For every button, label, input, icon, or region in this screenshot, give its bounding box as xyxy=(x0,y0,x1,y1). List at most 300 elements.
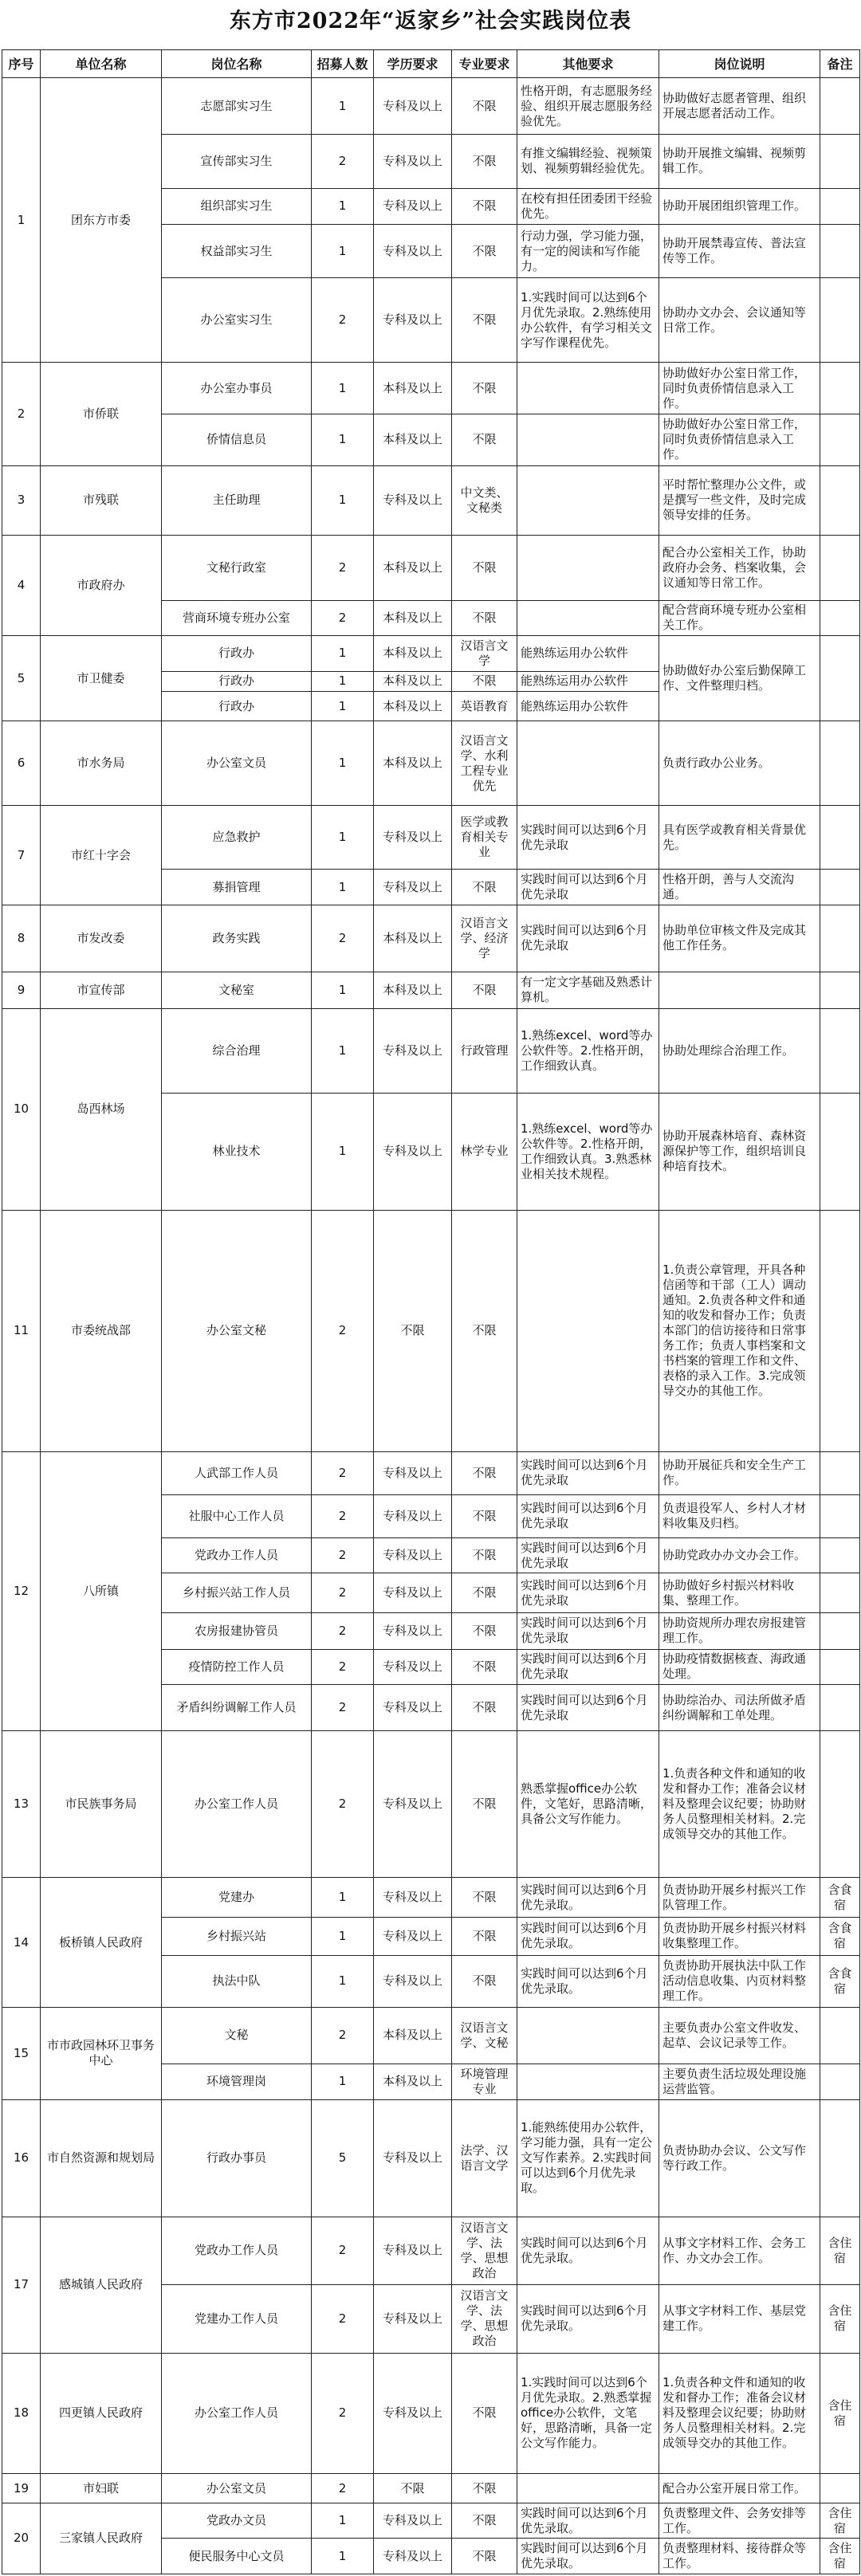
other-requirement xyxy=(517,535,659,600)
major-requirement: 不限 xyxy=(452,1573,517,1613)
education-requirement: 专科及以上 xyxy=(374,2285,452,2353)
recruit-count: 2 xyxy=(312,1210,374,1451)
education-requirement: 专科及以上 xyxy=(374,224,452,277)
post-name: 农房报建协管员 xyxy=(162,1613,312,1649)
recruit-count: 1 xyxy=(312,972,374,1008)
post-name: 办公室工作人员 xyxy=(162,1731,312,1878)
post-description: 从事文字材料工作、基层党建工作。 xyxy=(659,2285,820,2353)
major-requirement: 不限 xyxy=(452,671,517,692)
recruit-count: 1 xyxy=(312,1955,374,2007)
major-requirement: 不限 xyxy=(452,2539,517,2574)
post-name: 志愿部实习生 xyxy=(162,78,312,135)
recruit-count: 1 xyxy=(312,2064,374,2099)
major-requirement: 不限 xyxy=(452,224,517,277)
post-name: 文秘 xyxy=(162,2007,312,2064)
education-requirement: 专科及以上 xyxy=(374,1573,452,1613)
unit-name: 市市政园林环卫事务中心 xyxy=(41,2007,162,2099)
post-description: 负责协助开展乡村振兴工作队管理工作。 xyxy=(659,1878,820,1918)
table-row xyxy=(2,465,860,535)
unit-name: 市妇联 xyxy=(41,2474,162,2503)
row-number: 16 xyxy=(2,2099,41,2217)
recruit-count: 1 xyxy=(312,1008,374,1093)
major-requirement: 不限 xyxy=(452,1210,517,1451)
unit-name: 市红十字会 xyxy=(41,806,162,905)
post-description: 协助疫情数据核查、海政通处理。 xyxy=(659,1649,820,1684)
recruit-count: 1 xyxy=(312,465,374,535)
row-number: 5 xyxy=(2,636,41,721)
post-description: 主要负责生活垃圾处理设施运营监管。 xyxy=(659,2064,820,2099)
recruit-count: 2 xyxy=(312,278,374,363)
row-number: 7 xyxy=(2,806,41,905)
header-count: 招募人数 xyxy=(312,50,374,78)
recruit-count: 2 xyxy=(312,1451,374,1494)
recruit-count: 1 xyxy=(312,2503,374,2538)
row-number: 1 xyxy=(2,78,41,363)
note: 含住宿 xyxy=(820,2539,860,2574)
note xyxy=(820,414,860,466)
education-requirement: 专科及以上 xyxy=(374,2099,452,2217)
major-requirement: 环境管理专业 xyxy=(452,2064,517,2099)
education-requirement: 专科及以上 xyxy=(374,1008,452,1093)
major-requirement: 不限 xyxy=(452,1955,517,2007)
major-requirement: 不限 xyxy=(452,78,517,135)
recruit-count: 1 xyxy=(312,870,374,905)
education-requirement: 专科及以上 xyxy=(374,1613,452,1649)
unit-name: 四更镇人民政府 xyxy=(41,2353,162,2474)
major-requirement: 不限 xyxy=(452,2474,517,2503)
recruit-count: 1 xyxy=(312,692,374,721)
major-requirement: 不限 xyxy=(452,1685,517,1731)
row-number: 10 xyxy=(2,1008,41,1210)
other-requirement xyxy=(517,465,659,535)
post-name: 社服中心工作人员 xyxy=(162,1494,312,1537)
header-post: 岗位名称 xyxy=(162,50,312,78)
unit-name: 团东方市委 xyxy=(41,78,162,363)
row-number: 15 xyxy=(2,2007,41,2099)
header-other: 其他要求 xyxy=(517,50,659,78)
education-requirement: 专科及以上 xyxy=(374,465,452,535)
post-name: 乡村振兴站 xyxy=(162,1918,312,1956)
post-name: 办公室办事员 xyxy=(162,363,312,414)
major-requirement: 不限 xyxy=(452,870,517,905)
post-description: 协助开展征兵和安全生产工作。 xyxy=(659,1451,820,1494)
header-note: 备注 xyxy=(820,50,860,78)
post-name: 便民服务中心文员 xyxy=(162,2539,312,2574)
note xyxy=(820,600,860,635)
note: 含食宿 xyxy=(820,1918,860,1956)
post-name: 乡村振兴站工作人员 xyxy=(162,1573,312,1613)
post-name: 办公室文员 xyxy=(162,721,312,806)
unit-name: 市侨联 xyxy=(41,363,162,466)
education-requirement: 专科及以上 xyxy=(374,135,452,188)
major-requirement: 汉语言文学、法学、思想政治 xyxy=(452,2217,517,2284)
education-requirement: 专科及以上 xyxy=(374,1685,452,1731)
recruit-count: 2 xyxy=(312,1573,374,1613)
row-number: 4 xyxy=(2,535,41,636)
education-requirement: 不限 xyxy=(374,1210,452,1451)
other-requirement: 实践时间可以达到6个月优先录取 xyxy=(517,1573,659,1613)
post-description: 协助做好办公室日常工作，同时负责侨情信息录入工作。 xyxy=(659,363,820,414)
other-requirement: 实践时间可以达到6个月优先录取。 xyxy=(517,1878,659,1918)
unit-name: 市自然资源和规划局 xyxy=(41,2099,162,2217)
note xyxy=(820,1008,860,1093)
post-name: 疫情防控工作人员 xyxy=(162,1649,312,1684)
table-row xyxy=(2,1210,860,1451)
note xyxy=(820,224,860,277)
other-requirement: 实践时间可以达到6个月优先录取。 xyxy=(517,1918,659,1956)
header-major: 专业要求 xyxy=(452,50,517,78)
education-requirement: 专科及以上 xyxy=(374,1494,452,1537)
unit-name: 市残联 xyxy=(41,465,162,535)
education-requirement: 专科及以上 xyxy=(374,1731,452,1878)
post-description: 主要负责办公室文件收发、起草、会议记录等工作。 xyxy=(659,2007,820,2064)
recruit-count: 1 xyxy=(312,224,374,277)
post-description: 具有医学或教育相关背景优先。 xyxy=(659,806,820,870)
other-requirement: 实践时间可以达到6个月优先录取。 xyxy=(517,2285,659,2353)
post-name: 党政办文员 xyxy=(162,2503,312,2538)
education-requirement: 专科及以上 xyxy=(374,278,452,363)
post-description: 配合营商环境专班办公室相关工作。 xyxy=(659,600,820,635)
recruit-count: 2 xyxy=(312,2217,374,2284)
major-requirement: 不限 xyxy=(452,972,517,1008)
note xyxy=(820,2474,860,2503)
post-name: 募捐管理 xyxy=(162,870,312,905)
recruit-count: 1 xyxy=(312,1918,374,1956)
education-requirement: 专科及以上 xyxy=(374,1918,452,1956)
other-requirement xyxy=(517,414,659,466)
other-requirement: 行动力强，学习能力强，有一定的阅读和写作能力。 xyxy=(517,224,659,277)
post-description: 1.负责各种文件和通知的收发和督办工作；准备会议材料及整理会议纪要；协助财务人员整理相关材料。2.完成领导交办的其他工作。 xyxy=(659,2353,820,2474)
education-requirement: 专科及以上 xyxy=(374,188,452,224)
note xyxy=(820,721,860,806)
other-requirement: 实践时间可以达到6个月优先录取。 xyxy=(517,1955,659,2007)
post-name: 政务实践 xyxy=(162,905,312,972)
note xyxy=(820,905,860,972)
other-requirement: 实践时间可以达到6个月优先录取 xyxy=(517,1538,659,1573)
education-requirement: 本科及以上 xyxy=(374,363,452,414)
post-name: 主任助理 xyxy=(162,465,312,535)
other-requirement: 1.实践时间可以达到6个月优先录取。2.熟悉掌握office办公软件，文笔好，思路清晰，具备一定公文写作能力。 xyxy=(517,2353,659,2474)
note xyxy=(820,1210,860,1451)
row-number: 8 xyxy=(2,905,41,972)
table-row xyxy=(2,721,860,806)
post-description: 协助开展推文编辑、视频剪辑工作。 xyxy=(659,135,820,188)
major-requirement: 不限 xyxy=(452,535,517,600)
post-description: 协助开展森林培育、森林资源保护等工作，组织培训良种培育技术。 xyxy=(659,1093,820,1210)
note xyxy=(820,1494,860,1537)
post-description: 负责协助开展乡村振兴材料收集整理工作。 xyxy=(659,1918,820,1956)
major-requirement: 不限 xyxy=(452,2503,517,2538)
post-description: 负责整理文件、会务安排等工作。 xyxy=(659,2503,820,2538)
note: 含住宿 xyxy=(820,2285,860,2353)
education-requirement: 本科及以上 xyxy=(374,721,452,806)
header-description: 岗位说明 xyxy=(659,50,820,78)
note xyxy=(820,2007,860,2064)
note xyxy=(820,2064,860,2099)
major-requirement: 不限 xyxy=(452,600,517,635)
note xyxy=(820,870,860,905)
post-description: 协助单位审核文件及完成其他工作任务。 xyxy=(659,905,820,972)
table-row xyxy=(2,806,860,870)
post-description: 协助综治办、司法所做矛盾纠纷调解和工单处理。 xyxy=(659,1685,820,1731)
other-requirement: 能熟练运用办公软件 xyxy=(517,671,659,692)
education-requirement: 专科及以上 xyxy=(374,1649,452,1684)
major-requirement: 不限 xyxy=(452,1731,517,1878)
major-requirement: 汉语言文学、水利工程专业优先 xyxy=(452,721,517,806)
other-requirement xyxy=(517,2474,659,2503)
major-requirement: 英语教育 xyxy=(452,692,517,721)
note xyxy=(820,1649,860,1684)
note xyxy=(820,465,860,535)
table-row xyxy=(2,2217,860,2284)
recruit-count: 1 xyxy=(312,806,374,870)
unit-name: 市宣传部 xyxy=(41,972,162,1008)
other-requirement: 性格开朗，有志愿服务经验、组织开展志愿服务经验优先。 xyxy=(517,78,659,135)
education-requirement: 本科及以上 xyxy=(374,972,452,1008)
other-requirement: 熟悉掌握office办公软件，文笔好，思路清晰，具备公文写作能力。 xyxy=(517,1731,659,1878)
note xyxy=(820,1731,860,1878)
post-name: 办公室文员 xyxy=(162,2474,312,2503)
unit-name: 岛西林场 xyxy=(41,1008,162,1210)
row-number: 12 xyxy=(2,1451,41,1731)
recruit-count: 1 xyxy=(312,721,374,806)
education-requirement: 专科及以上 xyxy=(374,2539,452,2574)
education-requirement: 本科及以上 xyxy=(374,2064,452,2099)
unit-name: 市水务局 xyxy=(41,721,162,806)
major-requirement: 不限 xyxy=(452,1538,517,1573)
table-header-row xyxy=(2,50,860,78)
row-number: 13 xyxy=(2,1731,41,1878)
note xyxy=(820,972,860,1008)
note xyxy=(820,1573,860,1613)
other-requirement: 1.熟练excel、word等办公软件等。2.性格开朗，工作细致认真。 xyxy=(517,1008,659,1093)
education-requirement: 专科及以上 xyxy=(374,1451,452,1494)
note xyxy=(820,1093,860,1210)
note xyxy=(820,2099,860,2217)
row-number: 19 xyxy=(2,2474,41,2503)
other-requirement: 实践时间可以达到6个月优先录取 xyxy=(517,905,659,972)
row-number: 18 xyxy=(2,2353,41,2474)
education-requirement: 本科及以上 xyxy=(374,414,452,466)
other-requirement: 实践时间可以达到6个月优先录取。 xyxy=(517,2539,659,2574)
major-requirement: 不限 xyxy=(452,278,517,363)
education-requirement: 专科及以上 xyxy=(374,2353,452,2474)
education-requirement: 专科及以上 xyxy=(374,806,452,870)
unit-name: 市发改委 xyxy=(41,905,162,972)
post-description xyxy=(659,972,820,1008)
post-name: 宣传部实习生 xyxy=(162,135,312,188)
row-number: 17 xyxy=(2,2217,41,2353)
major-requirement: 不限 xyxy=(452,1613,517,1649)
unit-name: 市委统战部 xyxy=(41,1210,162,1451)
post-description: 从事文字材料工作、会务工作、办文办会工作。 xyxy=(659,2217,820,2284)
post-name: 行政办事员 xyxy=(162,2099,312,2217)
recruit-count: 2 xyxy=(312,2007,374,2064)
major-requirement: 林学专业 xyxy=(452,1093,517,1210)
other-requirement: 实践时间可以达到6个月优先录取。 xyxy=(517,2217,659,2284)
post-name: 党政办工作人员 xyxy=(162,2217,312,2284)
post-name: 文秘行政室 xyxy=(162,535,312,600)
table-row xyxy=(2,2099,860,2217)
note xyxy=(820,278,860,363)
major-requirement: 汉语言文学、文秘 xyxy=(452,2007,517,2064)
note: 含食宿 xyxy=(820,1955,860,2007)
note xyxy=(820,1685,860,1731)
note xyxy=(820,188,860,224)
post-description: 协助做好志愿者管理、组织开展志愿者活动工作。 xyxy=(659,78,820,135)
recruit-count: 2 xyxy=(312,1649,374,1684)
other-requirement: 实践时间可以达到6个月优先录取 xyxy=(517,1649,659,1684)
table-row xyxy=(2,2353,860,2474)
note xyxy=(820,78,860,135)
recruit-count: 2 xyxy=(312,2285,374,2353)
other-requirement: 能熟练运用办公软件 xyxy=(517,692,659,721)
post-name: 人武部工作人员 xyxy=(162,1451,312,1494)
major-requirement: 不限 xyxy=(452,1878,517,1918)
education-requirement: 本科及以上 xyxy=(374,692,452,721)
unit-name: 八所镇 xyxy=(41,1451,162,1731)
other-requirement xyxy=(517,1210,659,1451)
table-row xyxy=(2,2503,860,2538)
other-requirement: 1.实践时间可以达到6个月优先录取。2.熟练使用办公软件，有学习相关文字写作课程优先。 xyxy=(517,278,659,363)
major-requirement: 行政管理 xyxy=(452,1008,517,1093)
recruit-count: 2 xyxy=(312,2353,374,2474)
row-number: 14 xyxy=(2,1878,41,2007)
post-name: 环境管理岗 xyxy=(162,2064,312,2099)
major-requirement: 不限 xyxy=(452,188,517,224)
other-requirement: 实践时间可以达到6个月优先录取 xyxy=(517,1685,659,1731)
post-description: 配合办公室相关工作，协助政府办会务、档案收集，会议通知等日常工作。 xyxy=(659,535,820,600)
post-name: 办公室实习生 xyxy=(162,278,312,363)
major-requirement: 不限 xyxy=(452,1494,517,1537)
post-name: 矛盾纠纷调解工作人员 xyxy=(162,1685,312,1731)
other-requirement: 实践时间可以达到6个月优先录取 xyxy=(517,806,659,870)
post-name: 办公室文秘 xyxy=(162,1210,312,1451)
table-row xyxy=(2,2007,860,2064)
post-name: 林业技术 xyxy=(162,1093,312,1210)
post-name: 权益部实习生 xyxy=(162,224,312,277)
page-title: 东方市2022年“返家乡”社会实践岗位表 xyxy=(229,9,632,33)
recruit-count: 1 xyxy=(312,363,374,414)
education-requirement: 不限 xyxy=(374,2474,452,2503)
recruit-count: 2 xyxy=(312,135,374,188)
post-name: 党建办 xyxy=(162,1878,312,1918)
recruit-count: 1 xyxy=(312,1878,374,1918)
major-requirement: 不限 xyxy=(452,1451,517,1494)
table-row xyxy=(2,905,860,972)
post-name: 文秘室 xyxy=(162,972,312,1008)
post-description: 负责协助办会议、公文写作等行政工作。 xyxy=(659,2099,820,2217)
other-requirement: 能熟练运用办公软件 xyxy=(517,636,659,671)
recruit-count: 2 xyxy=(312,905,374,972)
recruit-count: 2 xyxy=(312,2474,374,2503)
major-requirement: 不限 xyxy=(452,2353,517,2474)
post-description: 负责协助开展执法中队工作活动信息收集、内页材料整理工作。 xyxy=(659,1955,820,2007)
other-requirement: 实践时间可以达到6个月优先录取 xyxy=(517,1494,659,1537)
recruit-count: 2 xyxy=(312,1494,374,1537)
post-description: 负责行政办公业务。 xyxy=(659,721,820,806)
education-requirement: 本科及以上 xyxy=(374,905,452,972)
post-name: 行政办 xyxy=(162,671,312,692)
education-requirement: 本科及以上 xyxy=(374,671,452,692)
other-requirement: 实践时间可以达到6个月优先录取 xyxy=(517,1451,659,1494)
post-name: 应急救护 xyxy=(162,806,312,870)
post-name: 行政办 xyxy=(162,636,312,671)
recruit-count: 2 xyxy=(312,1538,374,1573)
table-row xyxy=(2,363,860,414)
post-name: 执法中队 xyxy=(162,1955,312,2007)
major-requirement: 汉语言文学、法学、思想政治 xyxy=(452,2285,517,2353)
education-requirement: 本科及以上 xyxy=(374,535,452,600)
post-description: 协助做好办公室日常工作，同时负责侨情信息录入工作。 xyxy=(659,414,820,466)
post-description: 1.负责各种文件和通知的收发和督办工作；准备会议材料及整理会议纪要；协助财务人员整理相关材料。2.完成领导交办的其他工作。 xyxy=(659,1731,820,1878)
header-education: 学历要求 xyxy=(374,50,452,78)
other-requirement: 实践时间可以达到6个月优先录取。 xyxy=(517,2503,659,2538)
note: 含住宿 xyxy=(820,2217,860,2284)
table-row xyxy=(2,1008,860,1093)
note xyxy=(820,1451,860,1494)
recruit-count: 1 xyxy=(312,671,374,692)
post-description: 性格开朗，善与人交流沟通。 xyxy=(659,870,820,905)
other-requirement: 1.熟练excel、word等办公软件等。2.性格开朗，工作细致认真。3.熟悉林业相关技术规程。 xyxy=(517,1093,659,1210)
other-requirement: 有一定文字基础及熟悉计算机。 xyxy=(517,972,659,1008)
other-requirement: 1.能熟练使用办公软件，学习能力强，具有一定公文写作素养。2.实践时间可以达到6个月优先录取。 xyxy=(517,2099,659,2217)
table-row xyxy=(2,1878,860,1918)
unit-name: 感城镇人民政府 xyxy=(41,2217,162,2353)
post-description: 平时帮忙整理办公文件，或是撰写一些文件，及时完成领导安排的任务。 xyxy=(659,465,820,535)
major-requirement: 汉语言文学 xyxy=(452,636,517,671)
other-requirement xyxy=(517,2064,659,2099)
post-description: 协助开展团组织管理工作。 xyxy=(659,188,820,224)
education-requirement: 专科及以上 xyxy=(374,1878,452,1918)
table-row xyxy=(2,972,860,1008)
note: 含食宿 xyxy=(820,1878,860,1918)
note xyxy=(820,535,860,600)
post-description: 协助开展禁毒宣传、普法宣传等工作。 xyxy=(659,224,820,277)
recruit-count: 1 xyxy=(312,636,374,671)
other-requirement: 实践时间可以达到6个月优先录取 xyxy=(517,870,659,905)
other-requirement: 在校有担任团委团干经验优先。 xyxy=(517,188,659,224)
note xyxy=(820,806,860,870)
post-name: 办公室工作人员 xyxy=(162,2353,312,2474)
major-requirement: 医学或教育相关专业 xyxy=(452,806,517,870)
recruit-count: 2 xyxy=(312,535,374,600)
post-description: 协助做好乡村振兴材料收集、整理工作。 xyxy=(659,1573,820,1613)
row-number: 20 xyxy=(2,2503,41,2574)
post-name: 党政办工作人员 xyxy=(162,1538,312,1573)
post-description: 协助办文办会、会议通知等日常工作。 xyxy=(659,278,820,363)
unit-name: 市政府办 xyxy=(41,535,162,636)
note: 含住宿 xyxy=(820,2353,860,2474)
table-body xyxy=(2,78,860,2574)
post-name: 营商环境专班办公室 xyxy=(162,600,312,635)
note xyxy=(820,1613,860,1649)
education-requirement: 本科及以上 xyxy=(374,600,452,635)
unit-name: 板桥镇人民政府 xyxy=(41,1878,162,2007)
recruit-count: 2 xyxy=(312,1685,374,1731)
major-requirement: 不限 xyxy=(452,363,517,414)
major-requirement: 不限 xyxy=(452,135,517,188)
note xyxy=(820,636,860,721)
header-unit: 单位名称 xyxy=(41,50,162,78)
major-requirement: 不限 xyxy=(452,1918,517,1956)
row-number: 11 xyxy=(2,1210,41,1451)
recruit-count: 5 xyxy=(312,2099,374,2217)
post-description: 协助党政办办文办会工作。 xyxy=(659,1538,820,1573)
post-name: 行政办 xyxy=(162,692,312,721)
unit-name: 三家镇人民政府 xyxy=(41,2503,162,2574)
note: 含住宿 xyxy=(820,2503,860,2538)
